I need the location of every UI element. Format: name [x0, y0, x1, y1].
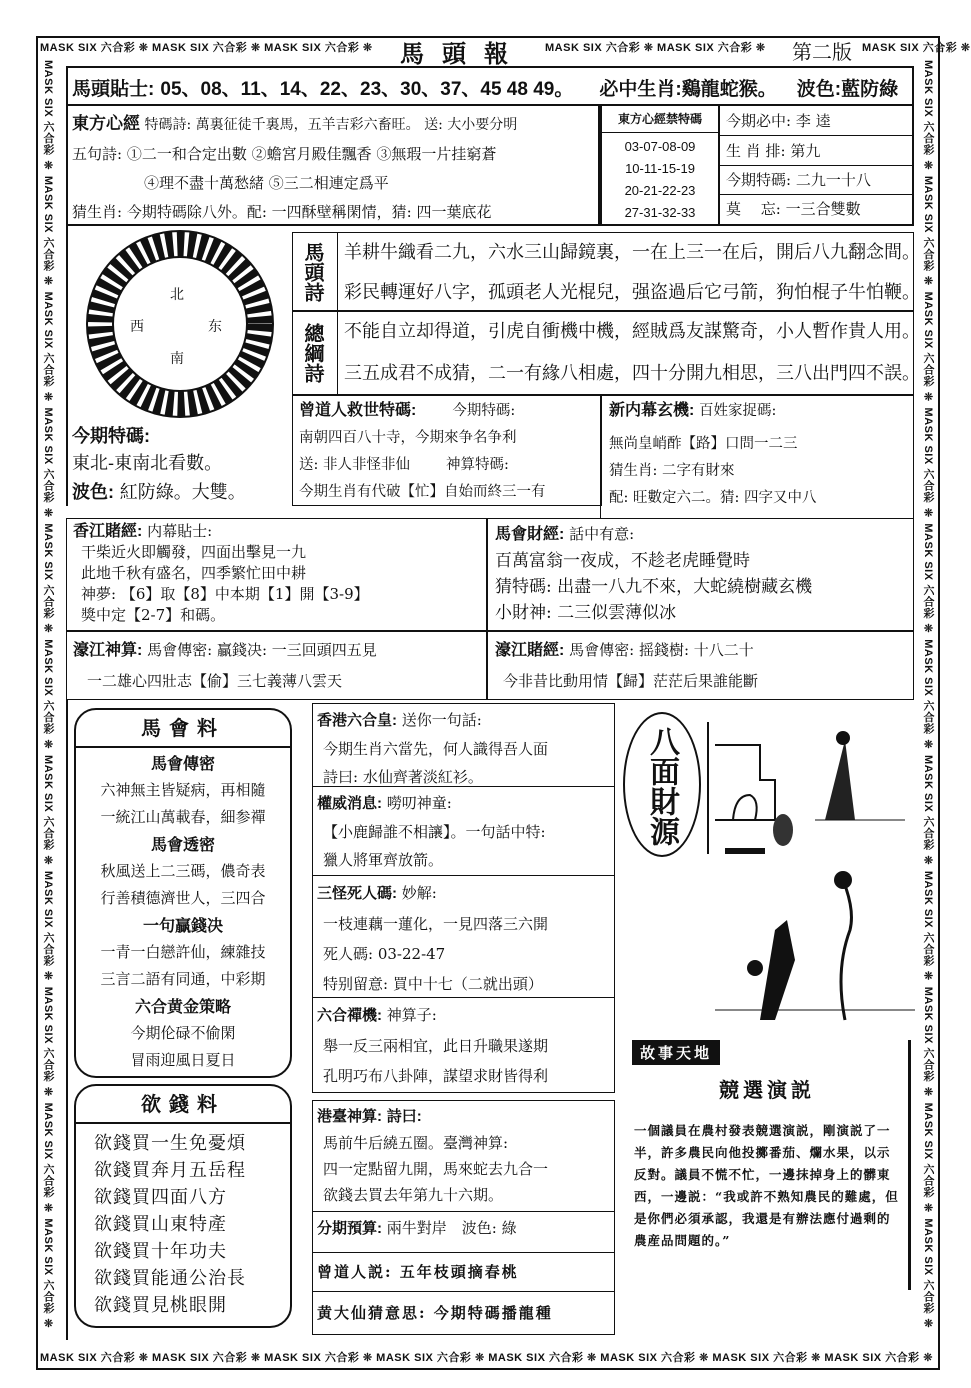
mid-line: 孔明巧布八卦陣，謀望求財皆得利 [323, 1067, 549, 1085]
mid-sub: 妙解: [401, 884, 437, 902]
compass-color-value: 紅防綠。大雙。 [119, 482, 246, 503]
neimu-sub: 百姓家捉碼: [698, 403, 777, 419]
story-body: 一個議員在農村發表競選演説，剛演説了一半，許多農民向他投擲番茄、爛水果，以示反對。議員不慌不忙，一邊抹掉身上的髒東西，一邊説：“我或許不熟知農民的難處，但是你們必須承認，我還是有辦法應付過剩的農産品問題的。” [634, 1123, 899, 1248]
tips-row [66, 66, 914, 106]
haojiang-shen-title: 濠江神算: [73, 642, 143, 659]
matou-poem [292, 232, 920, 312]
border-bottom: MASK SIX 六合彩 ❊ MASK SIX 六合彩 ❊ MASK SIX 六合彩 ❊ MASK SIX 六合彩 ❊ MASK SIX 六合彩 ❊ MASK SIX 六合彩 ❊ MASK SIX 六合彩 ❊ MASK SIX 六合彩 ❊ [40, 1352, 933, 1364]
mahui-cai-line: 猜特碼: 出盡一八九不來，大蛇繞樹藏玄機 [495, 577, 813, 597]
mahui-liao-box [74, 708, 292, 1078]
neimu-line: 配: 旺數定六二。猜: 四字又中八 [609, 490, 817, 506]
ban-table [600, 106, 720, 226]
illustration [715, 720, 915, 1020]
zeng-says: 曾道人説: 五年枝頭摘春桃 [312, 1252, 615, 1292]
divider [66, 700, 68, 1340]
masthead: 馬頭報 [400, 39, 526, 68]
story-tag: 故事天地 [632, 1040, 720, 1065]
side-info-value: 李 逵 [795, 112, 831, 130]
matou-poem-title: 馬頭詩 [301, 242, 325, 302]
mahui-cai-line: 百萬富翁一夜成，不趁老虎睡覺時 [495, 551, 750, 571]
tips-numbers: 05、08、11、14、22、23、30、37、45 48 49。 [160, 79, 574, 100]
side-info-label: 今期必中: [726, 112, 792, 130]
compass-color-label: 波色: [72, 482, 114, 502]
zeng-section [292, 394, 602, 506]
mid-title: 三怪死人碼: [317, 885, 397, 902]
compass-north: 北 [170, 287, 184, 303]
yuqian-line: 欲錢買山東特產 [94, 1214, 227, 1235]
neimu-section [600, 394, 914, 519]
ban-row: 03-07-08-09 [624, 139, 696, 154]
zonggang-poem-title: 總綱詩 [301, 323, 325, 383]
huang-daxian: 黄大仙猜意思: 今期特碼播龍種 [312, 1291, 615, 1335]
mahui-liao-line: 秋風送上二三碼，儂奇表 [100, 862, 266, 880]
mid-line: 一枝連藕一蓮化，一見四落三六開 [323, 915, 549, 933]
side-info-label: 生 肖 排: [726, 142, 786, 160]
mid-sub: 兩牛對岸 波色: 綠 [386, 1219, 517, 1237]
five-label: 五句詩: [72, 145, 123, 163]
zeng-line: 送: 非人非怪非仙 [299, 457, 410, 473]
compass-east: 东 [208, 319, 222, 335]
compass-south: 南 [170, 351, 184, 367]
zeng-line: 神算特碼: [446, 457, 509, 473]
mahui-cai-line: 小財神: 二三似雲薄似冰 [495, 603, 677, 623]
mid-line: 舉一反三兩相宜，此日升職果遂期 [323, 1037, 549, 1055]
mahui-liao-line: 今期伦碌不偷閑 [130, 1024, 236, 1042]
mid-title: 權威消息: [317, 795, 382, 812]
divider [707, 722, 709, 854]
compass-text [72, 422, 246, 507]
border-top-end: MASK SIX 六合彩 ❊ [862, 42, 971, 54]
border-top-right: MASK SIX 六合彩 ❊ MASK SIX 六合彩 ❊ [545, 42, 766, 54]
side-info [720, 106, 914, 226]
divider [908, 1040, 911, 1290]
haojiang-shen-line: 一二雄心四壯志【偷】三七義薄八雲天 [87, 672, 343, 690]
mid-title: 香港六合皇: [317, 712, 397, 729]
yuqian-line: 欲錢買一生免憂煩 [94, 1133, 246, 1154]
zen-section [312, 997, 615, 1093]
compass-wheel [80, 232, 280, 417]
ban-row: 10-11-15-19 [625, 161, 695, 176]
mid-line: 欲錢去買去年第九十六期。 [323, 1186, 504, 1204]
five-line-2: ④理不盡十萬愁緒 ⑤三二相連定爲平 [144, 174, 389, 192]
mid-sub: 送你一句話: [401, 711, 482, 729]
period-budget-section [312, 1211, 615, 1253]
mahui-liao-title: 馬會料 [76, 710, 290, 748]
compass-text-line: 東北-東南北看數。 [72, 453, 223, 474]
mid-sub: 詩曰: [386, 1108, 422, 1125]
yuqian-liao-box [74, 1084, 292, 1328]
compass-west: 西 [130, 319, 144, 335]
mid-line: 死人碼: 03-22-47 [323, 945, 446, 963]
xiangjiang-line: 此地千秋有盛名，四季繁忙田中耕 [81, 564, 307, 582]
color-label: 波色: [796, 79, 842, 100]
mid-line: 【小鹿歸誰不相讓】。一句話中特: [323, 823, 546, 841]
zodiac-value: 鷄龍蛇猴。 [681, 79, 777, 100]
edition-label: 第二版 [792, 40, 852, 64]
mahui-liao-line: 冒雨迎風日夏日 [130, 1051, 236, 1069]
side-info-value: 第九 [790, 142, 821, 160]
side-info-label: 莫 忘: [726, 200, 781, 218]
zeng-title: 曾道人救世特碼: [299, 402, 417, 419]
authority-news-section [312, 786, 615, 876]
mid-title: 港臺神算: [317, 1108, 382, 1125]
poem-line: 彩民轉運好八字，孤頭老人光棍兒，强盗過后它弓箭，狗怕棍子牛怕鞭。 [344, 282, 920, 303]
mahui-liao-line: 行善積德濟世人，三四合 [100, 889, 266, 907]
haojiang-shen-section [66, 630, 488, 700]
mahui-liao-line: 一統江山萬載春，細参禪 [100, 808, 266, 826]
mahui-cai-section [486, 518, 914, 632]
dongfang-poem: 特碼詩: 萬裏征徒千裏馬，五羊吉彩六畜旺。 送: 大小要分明 [144, 117, 518, 133]
tips-label: 馬頭貼士: [72, 79, 155, 100]
hk-liuhe-section [312, 703, 615, 787]
color-value: 藍防綠 [841, 79, 899, 100]
poem-line: 三五成君不成猜，二一有緣八相處，四十分開九相思，三八出門四不誤。 [344, 363, 920, 384]
haojiang-du-line: 今非昔比動用情【歸】茫茫后果誰能斷 [503, 672, 759, 690]
mahui-liao-line: 三言二語有同通，中彩期 [100, 970, 266, 988]
haojiang-du-section [486, 630, 914, 700]
mid-sub: 神算子: [386, 1006, 437, 1024]
mid-line: 今期生肖六當先，何人識得吾人面 [323, 740, 549, 758]
neimu-title: 新内幕玄機: [609, 402, 695, 419]
five-line-1: ①二一和合定出數 ②蟾宮月殿佳飄香 ③無瑕一片挂窮蒼 [126, 145, 497, 163]
mahui-cai-title: 馬會財經: [495, 526, 565, 543]
zeng-sub: 今期特碼: [452, 403, 516, 419]
mid-line: 特别留意: 買中十七（二就出頭） [323, 975, 543, 993]
xiangjiang-section [66, 518, 488, 632]
mahui-liao-line: 六神無主皆疑病，再相隨 [100, 781, 266, 799]
zodiac-label: 必中生肖: [599, 79, 682, 100]
mid-line: 詩曰: 水仙齊著淡紅衫。 [323, 768, 483, 786]
xiangjiang-line: 干柴近火即觸發，四面出擊見一九 [81, 543, 307, 561]
xiangjiang-line: 神夢: 【6】取【8】中本期【1】開【3-9】 [81, 585, 369, 603]
border-right: MASK SIX 六合彩 ❊ MASK SIX 六合彩 ❊ MASK SIX 六合彩 ❊ MASK SIX 六合彩 ❊ MASK SIX 六合彩 ❊ MASK SIX 六合彩 ❊ MASK SIX 六合彩 ❊ MASK SIX 六合彩 ❊ MASK SIX 六合彩 ❊ MASK SIX 六合彩 ❊ MASK SIX 六合彩 ❊ [922, 60, 934, 1331]
divider [66, 226, 68, 506]
dongfang-guess: 猜生肖: 今期特碼除八外。配: 一四酥壁稱閑情，猜: 四一葉底花 [72, 203, 492, 221]
poem-line: 羊耕牛織看二九，六水三山歸鏡裏，一在上三一在后，開后八九翻念間。 [344, 242, 920, 263]
mid-line: 馬前牛后繞五圈。臺灣神算: [323, 1134, 509, 1152]
zonggang-poem [292, 310, 920, 396]
dead-number-section [312, 875, 615, 998]
ban-row: 27-31-32-33 [624, 205, 696, 220]
side-info-value: 一三合雙數 [785, 200, 861, 218]
border-top-left: MASK SIX 六合彩 ❊ MASK SIX 六合彩 ❊ MASK SIX 六合彩 ❊ [40, 42, 373, 54]
yuqian-line: 欲錢買奔月五岳程 [94, 1160, 246, 1181]
zeng-line: 南朝四百八十寺，今期來争名争利 [299, 430, 517, 446]
side-info-label: 今期特碼: [726, 171, 792, 189]
mid-title: 六合禪機: [317, 1007, 382, 1024]
story-title: 競選演説 [719, 1078, 815, 1102]
mid-line: 四一定點留九開，馬來蛇去九合一 [323, 1160, 549, 1178]
yuqian-line: 欲錢買能通公治長 [94, 1268, 246, 1289]
dongfang-title: 東方心經 [72, 114, 140, 133]
mid-line: 獵人將軍齊放箭。 [323, 851, 444, 869]
mahui-liao-line: 一青一白戀許仙，練雜技 [100, 943, 266, 961]
neimu-line: 無尚皇峭酢【路】口問一二三 [609, 436, 798, 452]
mahui-liao-heading: 一句贏錢决 [142, 916, 223, 935]
haojiang-du-sub: 馬會傳密: 摇錢樹: 十八二十 [569, 641, 754, 659]
haojiang-shen-sub: 馬會傳密: 贏錢决: 一三回頭四五見 [147, 641, 377, 659]
mahui-cai-sub: 話中有意: [569, 525, 635, 543]
mahui-liao-heading: 六合黄金策略 [134, 997, 231, 1016]
hktw-section [312, 1100, 615, 1212]
side-info-value: 二九一十八 [795, 171, 871, 189]
bamian-title: 八面財源 [644, 725, 679, 846]
neimu-line: 猜生肖: 二字有財來 [609, 463, 735, 479]
dongfang-section [66, 106, 600, 226]
haojiang-du-title: 濠江賭經: [495, 642, 565, 659]
mahui-liao-heading: 馬會傳密 [150, 754, 215, 773]
mahui-liao-heading: 馬會透密 [150, 835, 215, 854]
zeng-line: 今期生肖有代破【忙】自始而終三一有 [299, 484, 546, 500]
ban-row: 20-21-22-23 [624, 183, 696, 198]
ban-title: 東方心經禁特碼 [602, 106, 718, 133]
yuqian-line: 欲錢買四面八方 [94, 1187, 227, 1208]
xiangjiang-sub: 内幕貼士: [147, 522, 213, 540]
border-left: MASK SIX 六合彩 ❊ MASK SIX 六合彩 ❊ MASK SIX 六合彩 ❊ MASK SIX 六合彩 ❊ MASK SIX 六合彩 ❊ MASK SIX 六合彩 ❊ MASK SIX 六合彩 ❊ MASK SIX 六合彩 ❊ MASK SIX 六合彩 ❊ MASK SIX 六合彩 ❊ MASK SIX 六合彩 ❊ [42, 60, 54, 1331]
compass-text-title: 今期特碼: [72, 426, 150, 446]
xiangjiang-line: 獎中定【2-7】和碼。 [81, 606, 226, 624]
xiangjiang-title: 香江賭經: [73, 523, 143, 540]
poem-line: 不能自立却得道，引虎自衝機中機，經賊爲友謀驚奇，小人暫作貴人用。 [344, 321, 920, 342]
mid-title: 分期預算: [317, 1220, 382, 1237]
mid-sub: 嘮叨神童: [386, 794, 452, 812]
yuqian-liao-title: 欲錢料 [76, 1086, 290, 1124]
yuqian-line: 欲錢買見桃眼開 [94, 1295, 227, 1316]
yuqian-line: 欲錢買十年功夫 [94, 1241, 227, 1262]
